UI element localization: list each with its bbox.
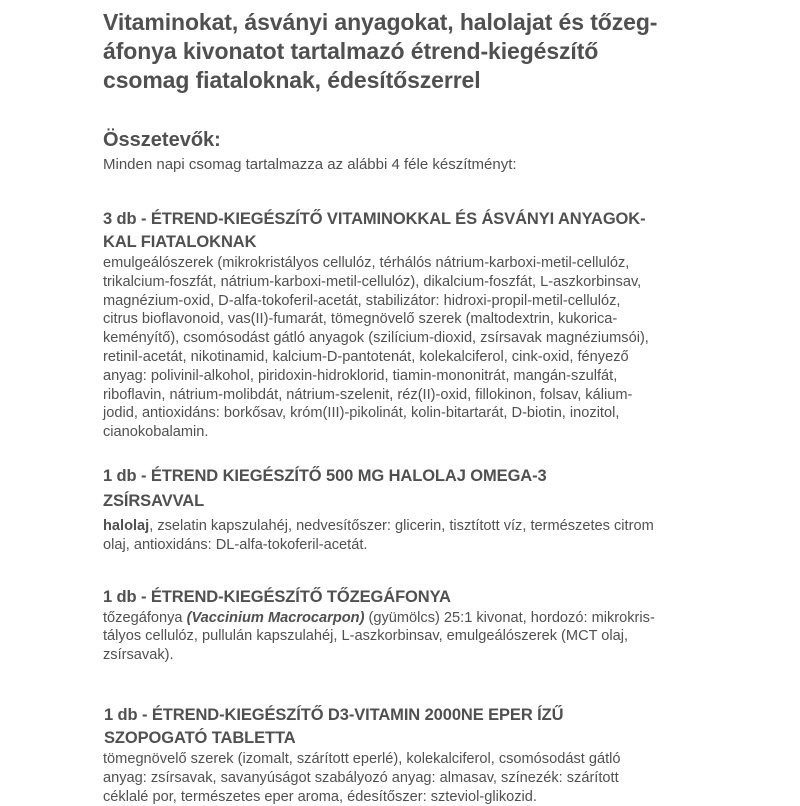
ingredients-heading: Összetevők: <box>103 129 221 151</box>
title-line: Vitaminokat, ásványi anyagokat, halolajat és tőzeg- <box>103 9 658 35</box>
product-block <box>103 464 743 555</box>
product-title: 1 db - ÉTREND-KIEGÉSZÍTŐ D3-VITAMIN 2000NE EPER ÍZŰ SZOPOGATÓ TABLETTA <box>104 705 564 747</box>
product-ingredients: emulgeálószerek (mikrokristályos cellulóz, térhálós nátrium-karboxi-metil-cellulóz, trikalcium-foszfát, nátrium-karboxi-metil-cellulóz), dikalcium-foszfát, L-aszkorbinsav, magnézium-oxid, D-alfa-tokoferil-acetát, stabilizátor: hidroxi-propil-metil-cellulóz, citrus bioflavonoid, vas(II)-fumarát, tömegnövelő szerek (maltodextrin, kukorica- keményítő), csomósodást gátló anyagok (szilícium-dioxid, zsírsavak magnéziumsói), retinil-acetát, nikotinamid, kalcium-D-pantotenát, kolekalciferol, cink-oxid, fényező anyag: polivinil-alkohol, piridoxin-hidroklorid, tiamin-mononitrát, mangán-szulfát, riboflavin, nátrium-molibdát, nátrium-szelenit, réz(II)-oxid, fillokinon, folsav, kálium- jodid, antioxidáns: borkősav, króm(III)-pikolinát, kolin-bitartarát, D-biotin, inozitol, cianokobalamin. <box>103 255 649 441</box>
document-title <box>103 8 743 95</box>
product-ingredients: tőzegáfonya (Vaccinium Macrocarpon) (gyümölcs) 25:1 kivonat, hordozó: mikrokris- tályos cellulóz, pullulán kapszulahéj, L-aszkorbinsav, emulgeálószerek (MCT olaj, zsírsavak). <box>103 609 655 664</box>
product-block <box>103 208 743 442</box>
product-block <box>103 704 743 806</box>
product-ingredients: tömegnövelő szerek (izomalt, szárított eperlé), kolekalciferol, csomósodást gátló anyag: zsírsavak, savanyúságot szabályozó anyag: almasav, színezék: szárított céklalé por, természetes eper aroma, édesítőszer: szteviol-glikozid. <box>103 750 621 805</box>
product-ingredients: halolaj, zselatin kapszulahéj, nedvesítőszer: glicerin, tisztított víz, természetes citrom olaj, antioxidáns: DL-alfa-tokoferil-acetát. <box>103 517 654 553</box>
document-page <box>103 8 743 806</box>
product-title: 1 db - ÉTREND-KIEGÉSZÍTŐ TŐZEGÁFONYA <box>103 587 451 606</box>
product-title: 3 db - ÉTREND-KIEGÉSZÍTŐ VITAMINOKKAL ÉS ÁSVÁNYI ANYAGOK- KAL FIATALOKNAK <box>103 210 646 251</box>
title-line: áfonya kivonatot tartalmazó étrend-kiegészítő <box>103 38 599 64</box>
product-block <box>103 586 743 665</box>
product-title: 1 db - ÉTREND KIEGÉSZÍTŐ 500 MG HALOLAJ OMEGA-3 ZSÍRSAVVAL <box>103 466 547 510</box>
intro-text: Minden napi csomag tartalmazza az alábbi 4 féle készítményt: <box>103 156 517 173</box>
botanical-name: (Vaccinium Macrocarpon) <box>186 609 365 626</box>
title-line: csomag fiataloknak, édesítőszerrel <box>103 67 481 93</box>
bold-ingredient: halolaj <box>103 517 150 534</box>
